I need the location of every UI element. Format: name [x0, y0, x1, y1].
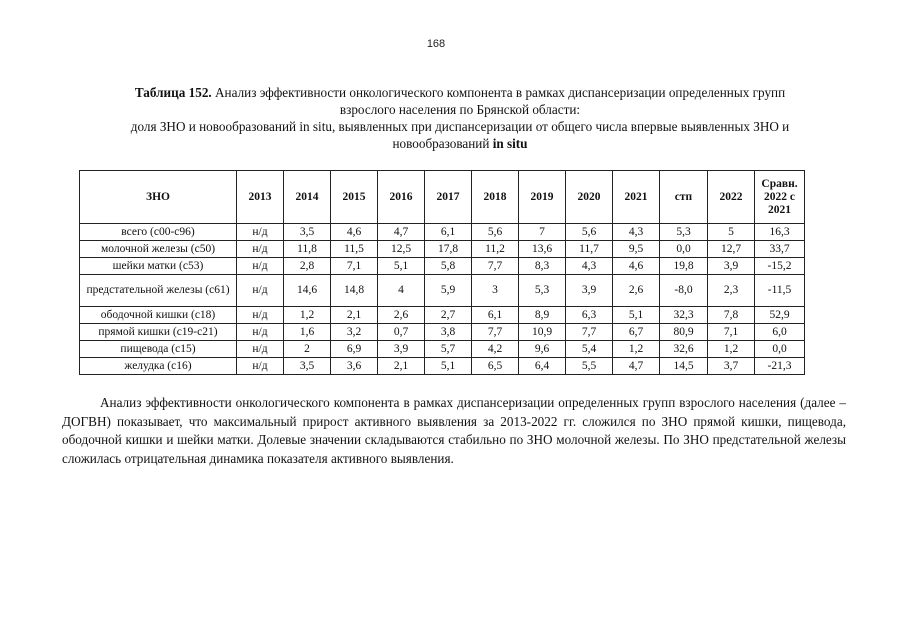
table-cell: н/д: [237, 241, 284, 258]
table-cell: 5,6: [566, 224, 613, 241]
header-cell: 2017: [425, 171, 472, 224]
table-cell: 3,5: [284, 224, 331, 241]
table-cell: 3,5: [284, 358, 331, 375]
table-cell: н/д: [237, 341, 284, 358]
table-cell: 3,9: [566, 275, 613, 307]
table-cell: 5,6: [472, 224, 519, 241]
table-cell: 5,9: [425, 275, 472, 307]
table-cell: 5,4: [566, 341, 613, 358]
analysis-paragraph: Анализ эффективности онкологического компонента в рамках диспансеризации определенных групп взрослого населения (далее – ДОГВН) показывает, что максимальный прирост активного выявления за 2013-2022 гг. сложился по ЗНО прямой кишки, пищевода, ободочной кишки и шейки матки. Долевые значении складываются стабильно по ЗНО молочной железы. По ЗНО предстательной железы сложилась отрицательная динамика показателя активного выявления.: [62, 395, 846, 466]
table-cell: н/д: [237, 307, 284, 324]
row-label: шейки матки (с53): [80, 258, 237, 275]
table-cell: 16,3: [755, 224, 805, 241]
table-cell: 5,8: [425, 258, 472, 275]
table-cell: 5,5: [566, 358, 613, 375]
table-cell: 3,8: [425, 324, 472, 341]
table-cell: 14,8: [331, 275, 378, 307]
table-cell: -8,0: [660, 275, 708, 307]
table-cell: 7: [519, 224, 566, 241]
row-label: прямой кишки (с19-с21): [80, 324, 237, 341]
table-cell: 33,7: [755, 241, 805, 258]
table-cell: 7,7: [566, 324, 613, 341]
table-cell: 52,9: [755, 307, 805, 324]
table-cell: 2,1: [331, 307, 378, 324]
table-cell: 8,3: [519, 258, 566, 275]
table-cell: 10,9: [519, 324, 566, 341]
table-cell: 2,3: [708, 275, 755, 307]
table-caption: [70, 84, 850, 152]
table-cell: 19,8: [660, 258, 708, 275]
table-cell: 12,7: [708, 241, 755, 258]
table-cell: 6,4: [519, 358, 566, 375]
table-cell: 7,7: [472, 258, 519, 275]
caption-line-2: взрослого населения по Брянской области:: [339, 102, 581, 117]
table-row: [80, 241, 805, 258]
table-cell: 2,6: [613, 275, 660, 307]
table-cell: н/д: [237, 275, 284, 307]
header-cell: 2022: [708, 171, 755, 224]
table-cell: 11,5: [331, 241, 378, 258]
caption-title: Анализ эффективности онкологического компонента в рамках диспансеризации определенных групп: [211, 85, 786, 100]
header-cell: ЗНО: [80, 171, 237, 224]
table-cell: н/д: [237, 324, 284, 341]
table-cell: 11,7: [566, 241, 613, 258]
table-cell: 6,7: [613, 324, 660, 341]
table-cell: 5,1: [613, 307, 660, 324]
table-cell: 1,2: [708, 341, 755, 358]
table-cell: н/д: [237, 224, 284, 241]
table-cell: 3,6: [331, 358, 378, 375]
table-cell: -15,2: [755, 258, 805, 275]
table-cell: 0,0: [755, 341, 805, 358]
table-cell: 6,0: [755, 324, 805, 341]
table-cell: 7,1: [331, 258, 378, 275]
table-cell: 7,7: [472, 324, 519, 341]
table-cell: 6,5: [472, 358, 519, 375]
row-label: предстательной железы (с61): [80, 275, 237, 307]
table-cell: 1,2: [613, 341, 660, 358]
table-cell: 0,0: [660, 241, 708, 258]
row-label: пищевода (с15): [80, 341, 237, 358]
row-label: желудка (с16): [80, 358, 237, 375]
table-cell: 9,6: [519, 341, 566, 358]
table-cell: 7,8: [708, 307, 755, 324]
caption-label: Таблица 152.: [134, 85, 212, 100]
table-cell: 12,5: [378, 241, 425, 258]
caption-line-1: [70, 84, 850, 101]
table-cell: 17,8: [425, 241, 472, 258]
header-cell: 2015: [331, 171, 378, 224]
table-cell: 11,8: [284, 241, 331, 258]
header-cell: 2021: [613, 171, 660, 224]
table-cell: 6,9: [331, 341, 378, 358]
table-cell: 2,6: [378, 307, 425, 324]
table-cell: 5: [708, 224, 755, 241]
table-cell: 32,3: [660, 307, 708, 324]
table-cell: 6,1: [425, 224, 472, 241]
table-cell: 3,9: [378, 341, 425, 358]
header-cell: 2014: [284, 171, 331, 224]
table-row: [80, 224, 805, 241]
caption-line-4: [70, 135, 850, 152]
table-cell: 5,3: [660, 224, 708, 241]
table-cell: 6,1: [472, 307, 519, 324]
table-cell: 4,7: [378, 224, 425, 241]
table-cell: 4: [378, 275, 425, 307]
row-label: ободочной кишки (с18): [80, 307, 237, 324]
header-cell: Сравн. 2022 с 2021: [755, 171, 805, 224]
table-cell: 11,2: [472, 241, 519, 258]
table-cell: 3: [472, 275, 519, 307]
table-cell: 3,2: [331, 324, 378, 341]
table-cell: 4,7: [613, 358, 660, 375]
table-cell: 80,9: [660, 324, 708, 341]
table-cell: 9,5: [613, 241, 660, 258]
row-label: молочной железы (с50): [80, 241, 237, 258]
header-cell: 2013: [237, 171, 284, 224]
header-cell: 2020: [566, 171, 613, 224]
table-cell: 4,2: [472, 341, 519, 358]
table-row: [80, 275, 805, 307]
table-row: [80, 341, 805, 358]
table-cell: 0,7: [378, 324, 425, 341]
header-cell: 2019: [519, 171, 566, 224]
header-cell: 2016: [378, 171, 425, 224]
table-cell: 1,2: [284, 307, 331, 324]
zno-table: [79, 170, 805, 375]
table-cell: 14,5: [660, 358, 708, 375]
caption-line-3: доля ЗНО и новообразований in situ, выявленных при диспансеризации от общего числа впервые выявленных ЗНО и: [130, 119, 790, 134]
table-cell: 2: [284, 341, 331, 358]
table-cell: 6,3: [566, 307, 613, 324]
caption-line-4-text: новообразований: [392, 136, 493, 151]
table-row: [80, 258, 805, 275]
table-cell: -21,3: [755, 358, 805, 375]
table-cell: 5,7: [425, 341, 472, 358]
table-cell: 1,6: [284, 324, 331, 341]
table-cell: 2,8: [284, 258, 331, 275]
caption-in-situ: in situ: [492, 136, 528, 151]
table-cell: 3,9: [708, 258, 755, 275]
header-cell: 2018: [472, 171, 519, 224]
table-cell: 4,3: [566, 258, 613, 275]
table-cell: н/д: [237, 258, 284, 275]
table-cell: 5,3: [519, 275, 566, 307]
table-cell: 4,6: [613, 258, 660, 275]
table-cell: 5,1: [425, 358, 472, 375]
table-row: [80, 307, 805, 324]
table-header-row: [80, 171, 805, 224]
table-cell: н/д: [237, 358, 284, 375]
table-cell: 13,6: [519, 241, 566, 258]
row-label: всего (с00-с96): [80, 224, 237, 241]
table-cell: 2,1: [378, 358, 425, 375]
table-cell: 5,1: [378, 258, 425, 275]
table-cell: 32,6: [660, 341, 708, 358]
table-cell: 3,7: [708, 358, 755, 375]
table-row: [80, 324, 805, 341]
header-cell: стп: [660, 171, 708, 224]
table-cell: 8,9: [519, 307, 566, 324]
page-number: 168: [426, 38, 446, 50]
table-cell: 14,6: [284, 275, 331, 307]
table-cell: 4,3: [613, 224, 660, 241]
table-cell: 7,1: [708, 324, 755, 341]
table-cell: 2,7: [425, 307, 472, 324]
table-body: [80, 224, 805, 375]
table-row: [80, 358, 805, 375]
table-cell: 4,6: [331, 224, 378, 241]
table-cell: -11,5: [755, 275, 805, 307]
